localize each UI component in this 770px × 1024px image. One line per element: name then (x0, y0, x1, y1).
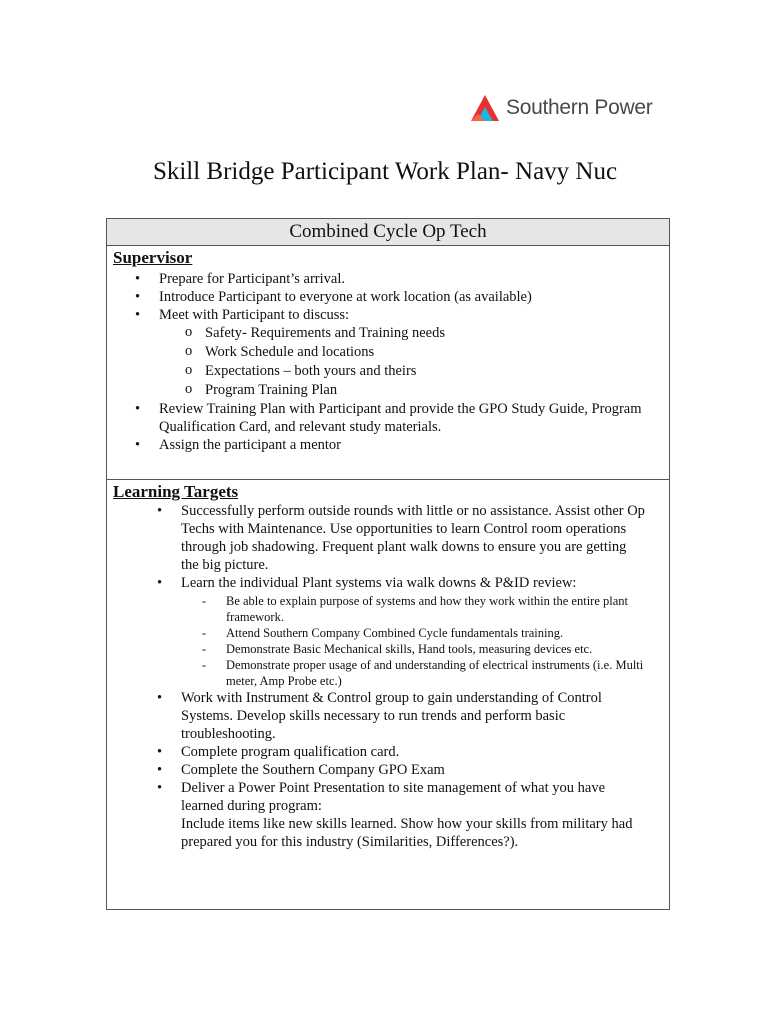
logo-text: Southern Power (506, 96, 653, 119)
sublist-item: - Attend Southern Company Combined Cycle fundamentals training. (201, 625, 647, 641)
sublist-item: o Program Training Plan (185, 381, 665, 400)
list-item (157, 574, 647, 689)
discuss-sublist (185, 324, 665, 400)
list-item: • Prepare for Participant’s arrival. (135, 270, 665, 288)
supervisor-list (135, 270, 665, 454)
sublist-item: - Demonstrate proper usage of and understanding of electrical instruments (i.e. Multi meter, Amp Probe etc.) (201, 657, 647, 689)
supervisor-section (107, 246, 669, 480)
southern-power-logo-icon (470, 94, 500, 122)
supervisor-title: Supervisor (113, 248, 193, 267)
sublist-item: o Expectations – both yours and theirs (185, 362, 665, 381)
table-header: Combined Cycle Op Tech (107, 219, 669, 246)
list-item: • Successfully perform outside rounds with little or no assistance. Assist other Op Techs with Maintenance. Use opportunities to learn Control room operations through job shadowing. Frequent plant walk downs to ensure you are getting the big picture. (157, 502, 647, 574)
list-item: • Assign the participant a mentor (135, 436, 665, 454)
southern-power-logo (470, 92, 652, 124)
list-item-text: Meet with Participant to discuss: (159, 307, 350, 323)
list-item: • Review Training Plan with Participant and provide the GPO Study Guide, Program Qualification Card, and relevant study materials. (135, 400, 665, 436)
work-plan-table (106, 218, 670, 910)
sublist-item: o Work Schedule and locations (185, 343, 665, 362)
list-item-text: Learn the individual Plant systems via walk downs & P&ID review: (181, 575, 577, 591)
list-item: • Work with Instrument & Control group to gain understanding of Control Systems. Develop skills necessary to run trends and perform basic troubleshooting. (157, 689, 647, 743)
learning-targets-title: Learning Targets (113, 482, 239, 501)
plant-systems-sublist (201, 593, 647, 689)
list-item: • Introduce Participant to everyone at work location (as available) (135, 288, 665, 306)
list-item: • Complete the Southern Company GPO Exam (157, 761, 647, 779)
sublist-item: o Safety- Requirements and Training needs (185, 324, 665, 343)
learning-targets-list (157, 502, 647, 851)
list-item (157, 779, 647, 851)
sublist-item: - Demonstrate Basic Mechanical skills, Hand tools, measuring devices etc. (201, 641, 647, 657)
list-item-text: Deliver a Power Point Presentation to site management of what you have learned during program: (181, 780, 606, 814)
presentation-note: Include items like new skills learned. Show how your skills from military had prepared you for this industry (Similarities, Differences?). (181, 816, 633, 850)
page-title: Skill Bridge Participant Work Plan- Navy Nuc (152, 158, 618, 185)
sublist-item: - Be able to explain purpose of systems and how they work within the entire plant framework. (201, 593, 647, 625)
list-item (135, 306, 665, 400)
list-item: • Complete program qualification card. (157, 743, 647, 761)
